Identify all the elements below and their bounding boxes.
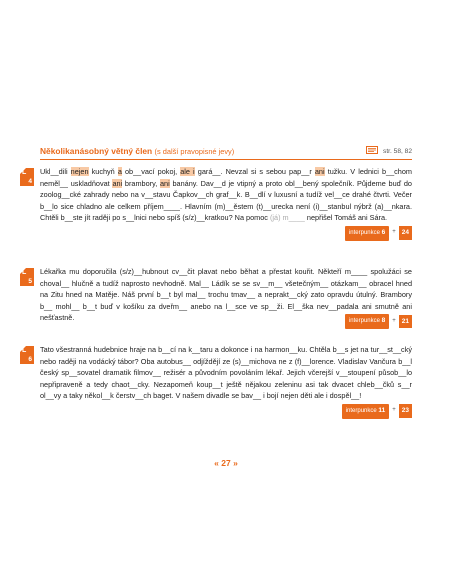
exercise-text[interactable] [40,344,412,415]
score-label: interpunkce [345,407,379,414]
score-punctuation [342,404,390,419]
exercise-text[interactable] [40,266,412,324]
text-segment: Ukl__dili [40,167,71,176]
title-subtitle: (s další pravopisné jevy) [154,147,235,156]
title-text: Několikanásobný větný člen [40,146,153,156]
text-segment: nepřišel Tomáš ani Sára. [304,213,388,223]
highlighted-conjunction: a [117,167,122,176]
score-total: 24 [399,226,412,240]
reference-text: str. 58, 82 [383,148,412,155]
score-value: 8 [381,317,386,325]
score-total: 23 [399,404,412,418]
plus-sign: + [392,407,396,414]
text-segment: gará__. Nevzal si s sebou pap__r [194,167,315,176]
score-punctuation [345,314,389,329]
book-reference-icon [366,146,378,154]
text-segment: (já) m____ [269,213,305,223]
badge-number: 6 [28,356,32,363]
highlighted-conjunction: ani [159,178,170,188]
page-reference[interactable] [366,146,412,155]
text-segment: ob__vací pokoj, [121,167,181,176]
text-segment: banány. Dav__d je vtipný a proto obl__bený společník. Půjdeme buď do zoolog__cké zahrady nebo na v__stavu Čapkov__ch graf__k. B__dlí v luxusní a tudíž vel__ce drahé čtvrti. Večer b__lo sice chladno ale celkem příjem____. Hlavním (m)__ěstem (t)__urecka není (i)__stanbul nýbrž (a)__nkara. Chtěli b__ste jít raději po s__lnici nebo spíš (s/z)__kratkou? Na pomoc [40,178,412,223]
score-value: 11 [378,406,386,414]
text-segment: brambory, [122,178,160,188]
highlighted-conjunction: ani [112,178,123,188]
exercise-badge [20,268,34,286]
score-punctuation [345,226,389,241]
score-box [345,314,412,329]
exercise-badge [20,346,34,364]
score-value: 6 [381,228,386,236]
page-number: « 27 » [214,458,238,468]
text-segment: tužku. V lednici b__chom neměl__ uskladňovat [40,167,412,188]
text-segment: Lékařka mu doporučila (s/z)__hubnout cv__čit plavat nebo běhat a přestat kouřit. Někteří m____ spolužáci se choval__ hlučně a tudíž naprosto nevhodně. Mal__ Ládík se se sv__m__ všetečným__ otázkam__ obracel hned na Zitu hned na Matěje. Náš první b__t byl mal__ trochu tmav__ a neprakt__cký zato opravdu útulný. Brambory b__ mohl__ b__t buď v košíku za dveřm__ anebo na l__sce ve sp__ži. El__ška nev__padala ani smutně ani nešťastně. [40,267,412,323]
exercise-5 [22,266,412,329]
text-segment: kuchyň [88,167,118,176]
highlighted-conjunction: ani [314,167,325,176]
exercise-badge [20,168,34,186]
highlighted-conjunction: ale i [180,167,195,176]
section-title [40,146,234,156]
score-label: interpunkce [348,318,382,325]
text-segment: Tato všestranná hudebnice hraje na b__cí na k__taru a dokonce i na harmon__ku. Chtěla b__s jet na tur__st__cký nebo raději na vodácký tábor? Oba autobus__ odjíždějí ze (s)__michova ne z (f)__lorence. Vladislav Vančura b__l český sp__sovatel dramatik filmov__ režisér a původním povoláním lékař. Jejich včerejší v__stoupení působ__lo nepřipraveně a tedy chaot__cky. Nezapomeň koup__t ještě nějakou zeleninu asi tak dvacet chleb__čků s__r ol__vy a taky někol__k čerstv__ch baget. V našem divadle se bav__ i bojí nejen děti ale i dospěl__! [40,345,412,401]
badge-letter: L [22,269,27,276]
score-box [342,404,412,419]
badge-letter: L [22,169,27,176]
score-total: 21 [399,315,412,329]
score-label: interpunkce [348,229,382,236]
exercise-6 [22,344,412,419]
exercise-4 [22,166,412,241]
header-rule [40,159,412,160]
badge-number: 4 [28,178,32,185]
plus-sign: + [392,229,396,236]
score-box [345,226,412,241]
highlighted-conjunction: nejen [70,167,89,176]
badge-number: 5 [28,278,32,285]
plus-sign: + [392,317,396,324]
exercise-text[interactable] [40,166,412,237]
section-header [40,146,412,160]
badge-letter: L [22,347,27,354]
